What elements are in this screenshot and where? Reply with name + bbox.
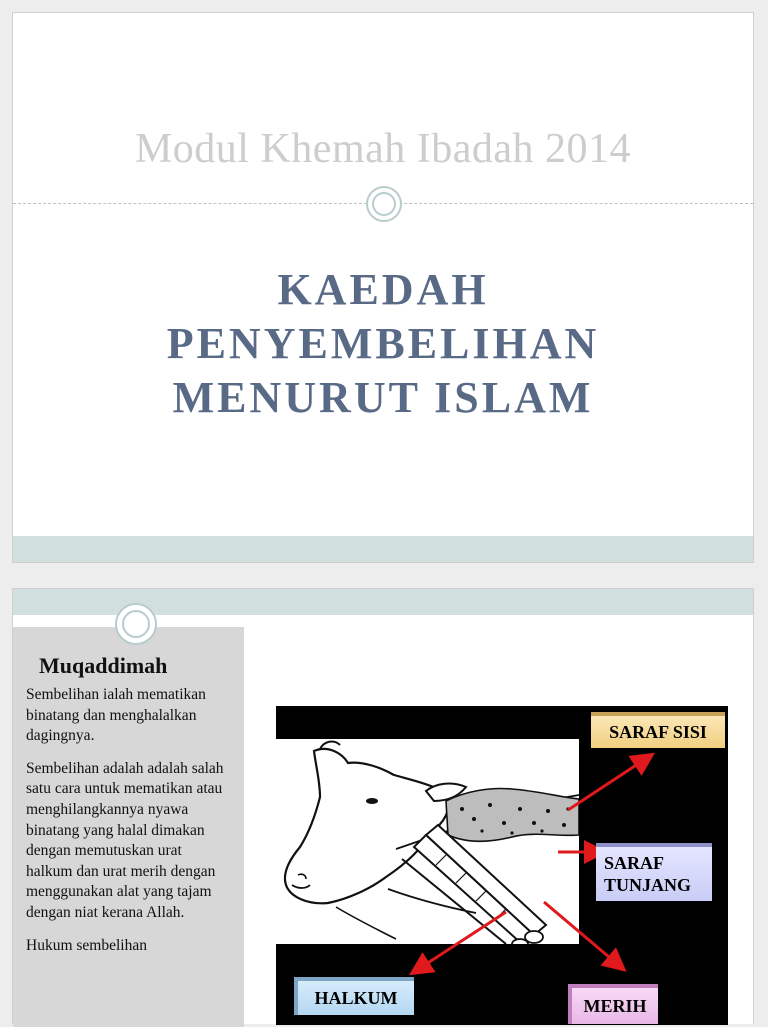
slide-title (13, 263, 753, 425)
paragraph-1: Sembelihan ialah mematikan binatang dan menghalalkan dagingnya. (26, 686, 206, 745)
label-merih: MERIH (568, 984, 658, 1024)
label-halkum: HALKUM (294, 977, 414, 1015)
title-line-3: MENURUT ISLAM (172, 373, 594, 422)
arrow-halkum (414, 912, 506, 972)
content-slide (12, 588, 754, 1024)
label-saraf-tunjang-line1: SARAF (604, 853, 665, 873)
label-saraf-tunjang-line2: TUNJANG (604, 875, 692, 895)
section-heading: Muqaddimah (39, 653, 168, 678)
anatomy-diagram (276, 706, 728, 1025)
arrow-merih (544, 902, 622, 968)
title-slide (12, 12, 754, 563)
label-saraf-sisi: SARAF SISI (591, 712, 725, 748)
body-text (26, 685, 232, 968)
title-line-1: KAEDAH (277, 265, 489, 314)
circle-ornament-icon (115, 603, 157, 645)
paragraph-3: Hukum sembelihan (26, 936, 147, 954)
paragraph-2: Sembelihan adalah adalah salah satu cara untuk mematikan atau menghilangkannya nyawa binatang yang halal dimakan dengan memutuskan urat halkum dan urat merih dengan menggunakan alat yang tajam dengan niat kerana Allah. (26, 759, 224, 921)
module-subtitle: Modul Khemah Ibadah 2014 (134, 126, 632, 172)
title-line-2: PENYEMBELIHAN (166, 319, 600, 368)
footer-band (13, 536, 753, 562)
arrow-saraf-sisi (568, 756, 650, 810)
label-saraf-tunjang (596, 843, 712, 901)
circle-ornament-icon (366, 186, 402, 222)
